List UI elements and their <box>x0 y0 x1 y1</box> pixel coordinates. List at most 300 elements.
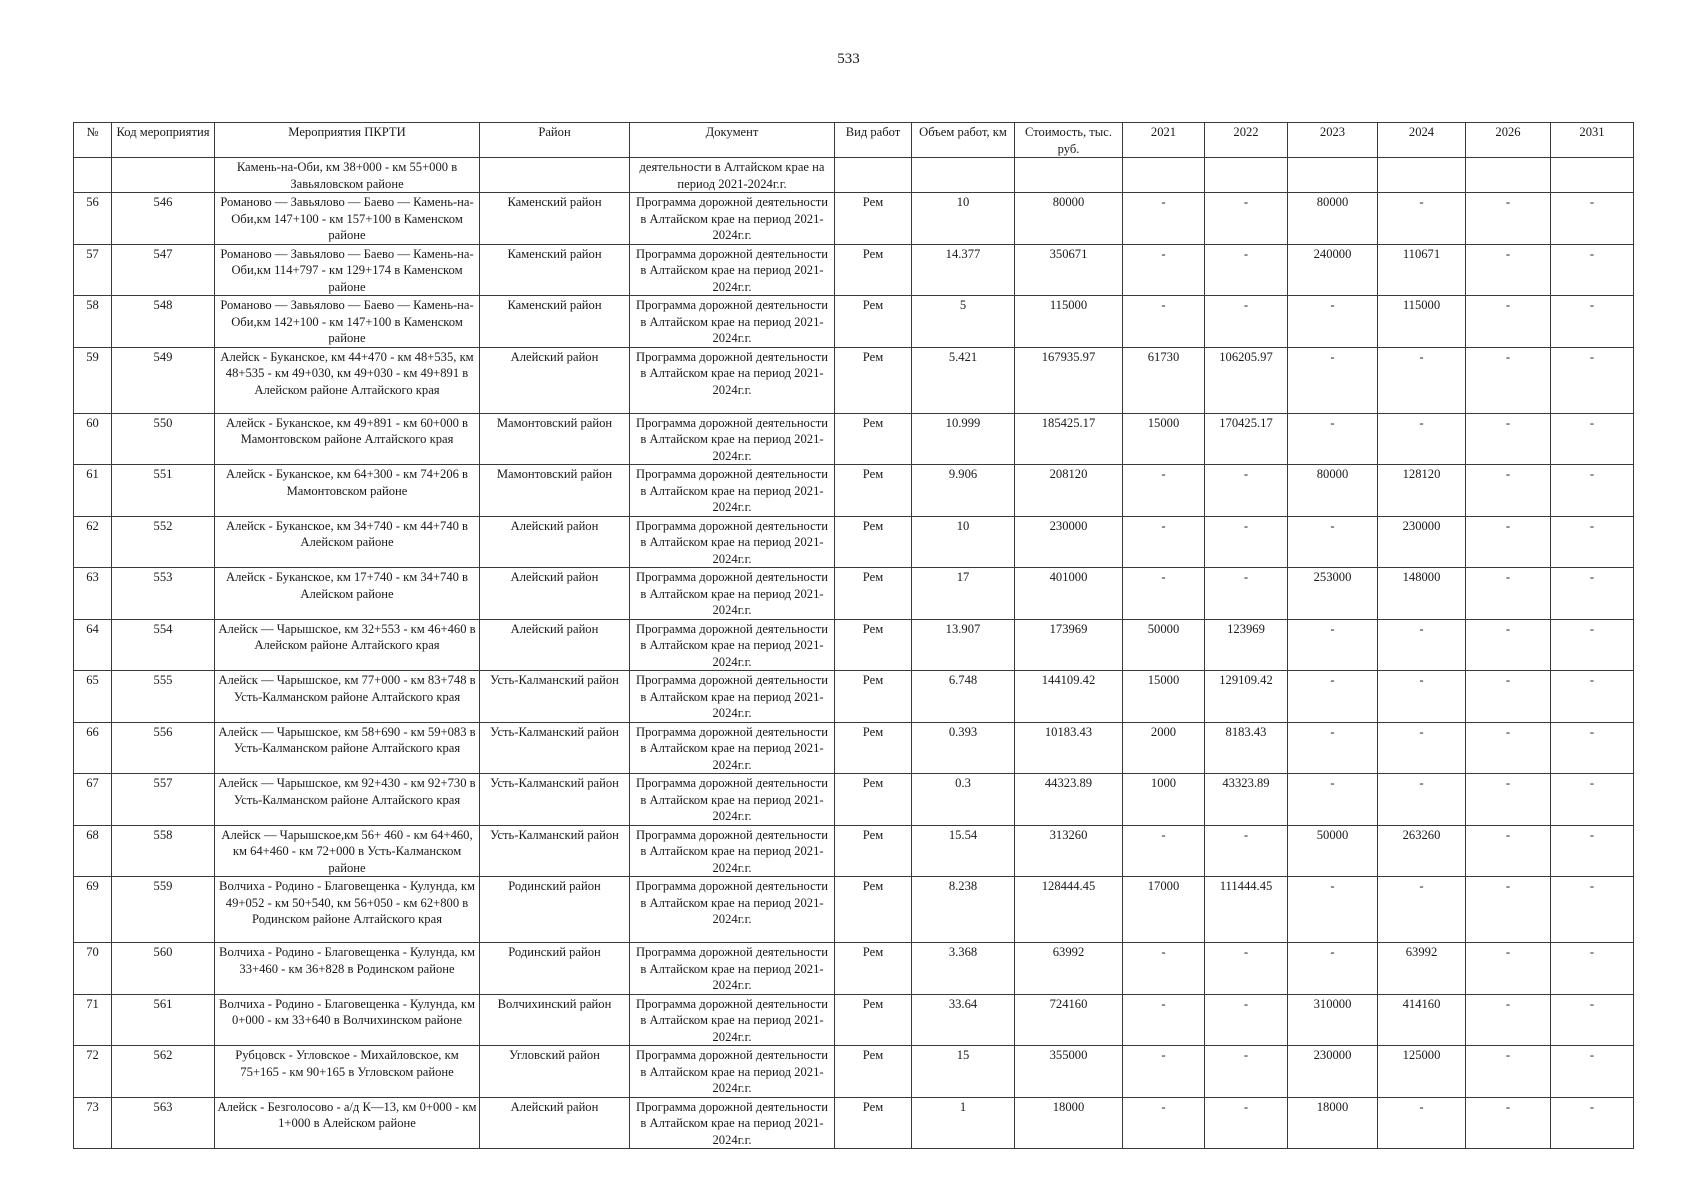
year-2023-cell: - <box>1288 671 1378 723</box>
table-row <box>74 516 1634 568</box>
row-number-cell: 66 <box>74 722 112 774</box>
event-name-cell: Алейск — Чарышское, км 92+430 - км 92+730 в Усть-Калманском районе Алтайского края <box>215 774 480 826</box>
work-volume-cell: 14.377 <box>912 244 1015 296</box>
road-works-table <box>73 122 1634 1149</box>
document-cell: Программа дорожной деятельности в Алтайском крае на период 2021-2024г.г. <box>630 516 835 568</box>
district-cell: Усть-Калманский район <box>480 774 630 826</box>
year-2024-cell: - <box>1378 1097 1466 1149</box>
year-2023-cell <box>1288 158 1378 193</box>
work-volume-cell: 1 <box>912 1097 1015 1149</box>
year-2023-cell: - <box>1288 296 1378 348</box>
document-cell: Программа дорожной деятельности в Алтайском крае на период 2021-2024г.г. <box>630 568 835 620</box>
work-volume-cell <box>912 158 1015 193</box>
year-2026-cell: - <box>1466 516 1551 568</box>
year-2021-cell: 15000 <box>1123 413 1205 465</box>
district-cell: Усть-Калманский район <box>480 722 630 774</box>
row-number-cell: 58 <box>74 296 112 348</box>
event-name-cell: Алейск — Чарышское, км 58+690 - км 59+083 в Усть-Калманском районе Алтайского края <box>215 722 480 774</box>
year-2026-cell: - <box>1466 943 1551 995</box>
work-volume-cell: 9.906 <box>912 465 1015 517</box>
year-2026-cell: - <box>1466 465 1551 517</box>
district-cell: Алейский район <box>480 568 630 620</box>
event-code-cell: 561 <box>112 994 215 1046</box>
cost-cell: 44323.89 <box>1015 774 1123 826</box>
event-name-cell: Алейск — Чарышское,км 56+ 460 - км 64+460, км 64+460 - км 72+000 в Усть-Калманском районе <box>215 825 480 877</box>
table-row <box>74 347 1634 413</box>
row-number-cell: 60 <box>74 413 112 465</box>
year-2023-cell: 50000 <box>1288 825 1378 877</box>
event-code-cell: 562 <box>112 1046 215 1098</box>
work-volume-cell: 10 <box>912 516 1015 568</box>
year-2024-cell: 125000 <box>1378 1046 1466 1098</box>
year-2023-cell: - <box>1288 413 1378 465</box>
cost-cell: 230000 <box>1015 516 1123 568</box>
table-row <box>74 619 1634 671</box>
year-2023-cell: - <box>1288 943 1378 995</box>
event-name-cell: Алейск - Буканское, км 17+740 - км 34+740 в Алейском районе <box>215 568 480 620</box>
table-row <box>74 774 1634 826</box>
year-2026-cell: - <box>1466 722 1551 774</box>
work-type-cell: Рем <box>835 413 912 465</box>
event-code-cell: 556 <box>112 722 215 774</box>
table-row <box>74 671 1634 723</box>
year-2031-cell: - <box>1551 296 1634 348</box>
document-cell: Программа дорожной деятельности в Алтайском крае на период 2021-2024г.г. <box>630 244 835 296</box>
year-2024-cell: - <box>1378 877 1466 943</box>
year-2022-cell: - <box>1205 1097 1288 1149</box>
work-type-cell: Рем <box>835 671 912 723</box>
event-code-cell: 557 <box>112 774 215 826</box>
year-2023-cell: 80000 <box>1288 465 1378 517</box>
cost-cell: 173969 <box>1015 619 1123 671</box>
document-cell: деятельности в Алтайском крае на период 2021-2024г.г. <box>630 158 835 193</box>
header-cell: 2022 <box>1205 123 1288 158</box>
row-number-cell: 57 <box>74 244 112 296</box>
row-number-cell: 59 <box>74 347 112 413</box>
year-2023-cell: 18000 <box>1288 1097 1378 1149</box>
work-volume-cell: 8.238 <box>912 877 1015 943</box>
document-cell: Программа дорожной деятельности в Алтайском крае на период 2021-2024г.г. <box>630 671 835 723</box>
year-2021-cell: 61730 <box>1123 347 1205 413</box>
document-cell: Программа дорожной деятельности в Алтайском крае на период 2021-2024г.г. <box>630 943 835 995</box>
year-2021-cell: - <box>1123 943 1205 995</box>
header-cell: Район <box>480 123 630 158</box>
document-cell: Программа дорожной деятельности в Алтайском крае на период 2021-2024г.г. <box>630 347 835 413</box>
header-cell: 2026 <box>1466 123 1551 158</box>
year-2031-cell: - <box>1551 413 1634 465</box>
work-type-cell: Рем <box>835 516 912 568</box>
work-type-cell: Рем <box>835 1046 912 1098</box>
header-cell: Вид работ <box>835 123 912 158</box>
cost-cell: 63992 <box>1015 943 1123 995</box>
work-type-cell: Рем <box>835 722 912 774</box>
cost-cell: 313260 <box>1015 825 1123 877</box>
year-2021-cell: 50000 <box>1123 619 1205 671</box>
year-2023-cell: - <box>1288 877 1378 943</box>
year-2031-cell: - <box>1551 774 1634 826</box>
year-2024-cell <box>1378 158 1466 193</box>
row-number-cell: 67 <box>74 774 112 826</box>
year-2031-cell <box>1551 158 1634 193</box>
year-2023-cell: 230000 <box>1288 1046 1378 1098</box>
year-2022-cell: - <box>1205 943 1288 995</box>
year-2021-cell <box>1123 158 1205 193</box>
table-row <box>74 877 1634 943</box>
district-cell: Алейский район <box>480 619 630 671</box>
year-2022-cell: 8183.43 <box>1205 722 1288 774</box>
year-2022-cell: 129109.42 <box>1205 671 1288 723</box>
year-2022-cell: - <box>1205 568 1288 620</box>
work-type-cell: Рем <box>835 244 912 296</box>
header-row <box>74 123 1634 158</box>
year-2021-cell: 15000 <box>1123 671 1205 723</box>
district-cell: Волчихинский район <box>480 994 630 1046</box>
year-2023-cell: - <box>1288 516 1378 568</box>
year-2022-cell: 43323.89 <box>1205 774 1288 826</box>
document-cell: Программа дорожной деятельности в Алтайском крае на период 2021-2024г.г. <box>630 825 835 877</box>
cost-cell: 18000 <box>1015 1097 1123 1149</box>
year-2024-cell: 115000 <box>1378 296 1466 348</box>
year-2024-cell: - <box>1378 193 1466 245</box>
year-2026-cell: - <box>1466 619 1551 671</box>
cost-cell: 167935.97 <box>1015 347 1123 413</box>
table-row <box>74 465 1634 517</box>
table-row <box>74 244 1634 296</box>
work-type-cell: Рем <box>835 619 912 671</box>
work-type-cell: Рем <box>835 994 912 1046</box>
year-2024-cell: - <box>1378 671 1466 723</box>
cost-cell: 144109.42 <box>1015 671 1123 723</box>
event-code-cell: 558 <box>112 825 215 877</box>
year-2023-cell: 80000 <box>1288 193 1378 245</box>
table-row <box>74 994 1634 1046</box>
year-2023-cell: 240000 <box>1288 244 1378 296</box>
row-number-cell: 63 <box>74 568 112 620</box>
work-type-cell: Рем <box>835 877 912 943</box>
event-code-cell: 550 <box>112 413 215 465</box>
event-name-cell: Алейск - Безголосово - а/д К—13, км 0+000 - км 1+000 в Алейском районе <box>215 1097 480 1149</box>
work-type-cell <box>835 158 912 193</box>
row-number-cell: 61 <box>74 465 112 517</box>
row-number-cell: 70 <box>74 943 112 995</box>
table-row <box>74 825 1634 877</box>
event-name-cell: Волчиха - Родино - Благовещенка - Кулунда, км 0+000 - км 33+640 в Волчихинском районе <box>215 994 480 1046</box>
event-name-cell: Алейск - Буканское, км 49+891 - км 60+000 в Мамонтовском районе Алтайского края <box>215 413 480 465</box>
work-type-cell: Рем <box>835 568 912 620</box>
year-2024-cell: - <box>1378 347 1466 413</box>
district-cell: Родинский район <box>480 943 630 995</box>
year-2021-cell: 17000 <box>1123 877 1205 943</box>
event-code-cell: 553 <box>112 568 215 620</box>
year-2031-cell: - <box>1551 943 1634 995</box>
event-code-cell: 549 <box>112 347 215 413</box>
year-2031-cell: - <box>1551 671 1634 723</box>
work-type-cell: Рем <box>835 347 912 413</box>
header-cell: 2023 <box>1288 123 1378 158</box>
row-number-cell: 62 <box>74 516 112 568</box>
row-number-cell: 64 <box>74 619 112 671</box>
header-cell: Стоимость, тыс. руб. <box>1015 123 1123 158</box>
district-cell: Каменский район <box>480 244 630 296</box>
year-2021-cell: - <box>1123 516 1205 568</box>
event-name-cell: Алейск - Буканское, км 64+300 - км 74+206 в Мамонтовском районе <box>215 465 480 517</box>
cost-cell: 115000 <box>1015 296 1123 348</box>
table-row <box>74 193 1634 245</box>
table-row <box>74 943 1634 995</box>
year-2026-cell: - <box>1466 774 1551 826</box>
year-2024-cell: - <box>1378 722 1466 774</box>
year-2026-cell: - <box>1466 994 1551 1046</box>
event-name-cell: Алейск - Буканское, км 44+470 - км 48+535, км 48+535 - км 49+030, км 49+030 - км 49+891 в Алейском районе Алтайского края <box>215 347 480 413</box>
year-2024-cell: 230000 <box>1378 516 1466 568</box>
year-2031-cell: - <box>1551 825 1634 877</box>
year-2022-cell: - <box>1205 516 1288 568</box>
table-row <box>74 296 1634 348</box>
work-volume-cell: 10 <box>912 193 1015 245</box>
year-2024-cell: - <box>1378 619 1466 671</box>
row-number-cell <box>74 158 112 193</box>
table-row <box>74 413 1634 465</box>
event-name-cell: Алейск - Буканское, км 34+740 - км 44+740 в Алейском районе <box>215 516 480 568</box>
year-2026-cell: - <box>1466 568 1551 620</box>
cost-cell: 185425.17 <box>1015 413 1123 465</box>
cost-cell: 724160 <box>1015 994 1123 1046</box>
row-number-cell: 56 <box>74 193 112 245</box>
year-2026-cell <box>1466 158 1551 193</box>
cost-cell: 208120 <box>1015 465 1123 517</box>
district-cell: Алейский район <box>480 516 630 568</box>
year-2031-cell: - <box>1551 1097 1634 1149</box>
work-volume-cell: 0.3 <box>912 774 1015 826</box>
year-2021-cell: - <box>1123 193 1205 245</box>
district-cell: Усть-Калманский район <box>480 825 630 877</box>
event-code-cell <box>112 158 215 193</box>
header-cell: 2031 <box>1551 123 1634 158</box>
year-2031-cell: - <box>1551 722 1634 774</box>
document-cell: Программа дорожной деятельности в Алтайском крае на период 2021-2024г.г. <box>630 994 835 1046</box>
event-code-cell: 548 <box>112 296 215 348</box>
year-2021-cell: - <box>1123 994 1205 1046</box>
document-cell: Программа дорожной деятельности в Алтайском крае на период 2021-2024г.г. <box>630 193 835 245</box>
cost-cell: 350671 <box>1015 244 1123 296</box>
year-2022-cell: - <box>1205 825 1288 877</box>
year-2031-cell: - <box>1551 619 1634 671</box>
year-2026-cell: - <box>1466 1097 1551 1149</box>
header-cell: 2024 <box>1378 123 1466 158</box>
table-row <box>74 722 1634 774</box>
document-cell: Программа дорожной деятельности в Алтайском крае на период 2021-2024г.г. <box>630 1046 835 1098</box>
table-row <box>74 1097 1634 1149</box>
year-2023-cell: - <box>1288 619 1378 671</box>
header-cell: Объем работ, км <box>912 123 1015 158</box>
year-2024-cell: 128120 <box>1378 465 1466 517</box>
event-name-cell: Рубцовск - Угловское - Михайловское, км 75+165 - км 90+165 в Угловском районе <box>215 1046 480 1098</box>
year-2031-cell: - <box>1551 1046 1634 1098</box>
year-2023-cell: - <box>1288 347 1378 413</box>
work-type-cell: Рем <box>835 943 912 995</box>
header-cell: Мероприятия ПКРТИ <box>215 123 480 158</box>
district-cell <box>480 158 630 193</box>
year-2021-cell: - <box>1123 568 1205 620</box>
year-2021-cell: - <box>1123 296 1205 348</box>
row-number-cell: 65 <box>74 671 112 723</box>
document-cell: Программа дорожной деятельности в Алтайском крае на период 2021-2024г.г. <box>630 722 835 774</box>
year-2024-cell: - <box>1378 413 1466 465</box>
event-name-cell: Романово — Завьялово — Баево — Камень-на-Оби,км 142+100 - км 147+100 в Каменском районе <box>215 296 480 348</box>
year-2021-cell: - <box>1123 465 1205 517</box>
work-volume-cell: 3.368 <box>912 943 1015 995</box>
year-2023-cell: 253000 <box>1288 568 1378 620</box>
year-2031-cell: - <box>1551 516 1634 568</box>
year-2024-cell: 63992 <box>1378 943 1466 995</box>
year-2024-cell: 110671 <box>1378 244 1466 296</box>
year-2022-cell <box>1205 158 1288 193</box>
year-2022-cell: - <box>1205 994 1288 1046</box>
work-volume-cell: 5 <box>912 296 1015 348</box>
year-2026-cell: - <box>1466 193 1551 245</box>
district-cell: Алейский район <box>480 347 630 413</box>
cost-cell <box>1015 158 1123 193</box>
year-2023-cell: - <box>1288 774 1378 826</box>
year-2024-cell: - <box>1378 774 1466 826</box>
cost-cell: 401000 <box>1015 568 1123 620</box>
year-2022-cell: 123969 <box>1205 619 1288 671</box>
year-2026-cell: - <box>1466 877 1551 943</box>
cost-cell: 355000 <box>1015 1046 1123 1098</box>
work-volume-cell: 5.421 <box>912 347 1015 413</box>
work-type-cell: Рем <box>835 296 912 348</box>
event-name-cell: Романово — Завьялово — Баево — Камень-на-Оби,км 147+100 - км 157+100 в Каменском районе <box>215 193 480 245</box>
year-2021-cell: - <box>1123 244 1205 296</box>
year-2021-cell: - <box>1123 1046 1205 1098</box>
event-name-cell: Романово — Завьялово — Баево — Камень-на-Оби,км 114+797 - км 129+174 в Каменском районе <box>215 244 480 296</box>
year-2026-cell: - <box>1466 413 1551 465</box>
document-cell: Программа дорожной деятельности в Алтайском крае на период 2021-2024г.г. <box>630 877 835 943</box>
work-type-cell: Рем <box>835 465 912 517</box>
header-cell: № <box>74 123 112 158</box>
year-2021-cell: - <box>1123 825 1205 877</box>
cost-cell: 80000 <box>1015 193 1123 245</box>
table-row <box>74 158 1634 193</box>
event-code-cell: 554 <box>112 619 215 671</box>
cost-cell: 10183.43 <box>1015 722 1123 774</box>
row-number-cell: 72 <box>74 1046 112 1098</box>
district-cell: Каменский район <box>480 193 630 245</box>
year-2026-cell: - <box>1466 347 1551 413</box>
year-2021-cell: 2000 <box>1123 722 1205 774</box>
table-row <box>74 1046 1634 1098</box>
event-name-cell: Алейск — Чарышское, км 77+000 - км 83+748 в Усть-Калманском районе Алтайского края <box>215 671 480 723</box>
work-volume-cell: 17 <box>912 568 1015 620</box>
work-volume-cell: 0.393 <box>912 722 1015 774</box>
event-code-cell: 555 <box>112 671 215 723</box>
table-body <box>74 158 1634 1149</box>
event-code-cell: 551 <box>112 465 215 517</box>
header-cell: Документ <box>630 123 835 158</box>
event-code-cell: 547 <box>112 244 215 296</box>
header-cell: 2021 <box>1123 123 1205 158</box>
year-2022-cell: - <box>1205 193 1288 245</box>
work-volume-cell: 15.54 <box>912 825 1015 877</box>
document-cell: Программа дорожной деятельности в Алтайском крае на период 2021-2024г.г. <box>630 619 835 671</box>
work-type-cell: Рем <box>835 1097 912 1149</box>
year-2024-cell: 148000 <box>1378 568 1466 620</box>
district-cell: Мамонтовский район <box>480 465 630 517</box>
year-2026-cell: - <box>1466 825 1551 877</box>
row-number-cell: 73 <box>74 1097 112 1149</box>
event-code-cell: 563 <box>112 1097 215 1149</box>
year-2031-cell: - <box>1551 994 1634 1046</box>
work-type-cell: Рем <box>835 825 912 877</box>
year-2031-cell: - <box>1551 877 1634 943</box>
year-2023-cell: - <box>1288 722 1378 774</box>
work-type-cell: Рем <box>835 193 912 245</box>
work-volume-cell: 10.999 <box>912 413 1015 465</box>
year-2031-cell: - <box>1551 568 1634 620</box>
district-cell: Алейский район <box>480 1097 630 1149</box>
page-number: 533 <box>837 51 860 67</box>
district-cell: Каменский район <box>480 296 630 348</box>
cost-cell: 128444.45 <box>1015 877 1123 943</box>
year-2024-cell: 414160 <box>1378 994 1466 1046</box>
year-2031-cell: - <box>1551 465 1634 517</box>
year-2023-cell: 310000 <box>1288 994 1378 1046</box>
district-cell: Усть-Калманский район <box>480 671 630 723</box>
year-2024-cell: 263260 <box>1378 825 1466 877</box>
document-cell: Программа дорожной деятельности в Алтайском крае на период 2021-2024г.г. <box>630 1097 835 1149</box>
document-cell: Программа дорожной деятельности в Алтайском крае на период 2021-2024г.г. <box>630 465 835 517</box>
document-cell: Программа дорожной деятельности в Алтайском крае на период 2021-2024г.г. <box>630 296 835 348</box>
event-name-cell: Алейск — Чарышское, км 32+553 - км 46+460 в Алейском районе Алтайского края <box>215 619 480 671</box>
year-2026-cell: - <box>1466 244 1551 296</box>
row-number-cell: 68 <box>74 825 112 877</box>
event-name-cell: Волчиха - Родино - Благовещенка - Кулунда, км 49+052 - км 50+540, км 56+050 - км 62+800 в Родинском районе Алтайского края <box>215 877 480 943</box>
year-2022-cell: 111444.45 <box>1205 877 1288 943</box>
document-cell: Программа дорожной деятельности в Алтайском крае на период 2021-2024г.г. <box>630 413 835 465</box>
document-cell: Программа дорожной деятельности в Алтайском крае на период 2021-2024г.г. <box>630 774 835 826</box>
year-2022-cell: - <box>1205 244 1288 296</box>
district-cell: Мамонтовский район <box>480 413 630 465</box>
year-2022-cell: - <box>1205 296 1288 348</box>
year-2021-cell: - <box>1123 1097 1205 1149</box>
event-code-cell: 559 <box>112 877 215 943</box>
event-code-cell: 560 <box>112 943 215 995</box>
header-cell: Код мероприятия <box>112 123 215 158</box>
year-2031-cell: - <box>1551 244 1634 296</box>
event-name-cell: Камень-на-Оби, км 38+000 - км 55+000 в Завьяловском районе <box>215 158 480 193</box>
row-number-cell: 69 <box>74 877 112 943</box>
year-2022-cell: 170425.17 <box>1205 413 1288 465</box>
work-volume-cell: 33.64 <box>912 994 1015 1046</box>
year-2026-cell: - <box>1466 671 1551 723</box>
table-row <box>74 568 1634 620</box>
year-2026-cell: - <box>1466 1046 1551 1098</box>
district-cell: Родинский район <box>480 877 630 943</box>
event-name-cell: Волчиха - Родино - Благовещенка - Кулунда, км 33+460 - км 36+828 в Родинском районе <box>215 943 480 995</box>
year-2031-cell: - <box>1551 347 1634 413</box>
event-code-cell: 546 <box>112 193 215 245</box>
year-2022-cell: - <box>1205 1046 1288 1098</box>
work-volume-cell: 15 <box>912 1046 1015 1098</box>
year-2021-cell: 1000 <box>1123 774 1205 826</box>
work-volume-cell: 6.748 <box>912 671 1015 723</box>
year-2022-cell: - <box>1205 465 1288 517</box>
year-2026-cell: - <box>1466 296 1551 348</box>
district-cell: Угловский район <box>480 1046 630 1098</box>
event-code-cell: 552 <box>112 516 215 568</box>
year-2022-cell: 106205.97 <box>1205 347 1288 413</box>
row-number-cell: 71 <box>74 994 112 1046</box>
